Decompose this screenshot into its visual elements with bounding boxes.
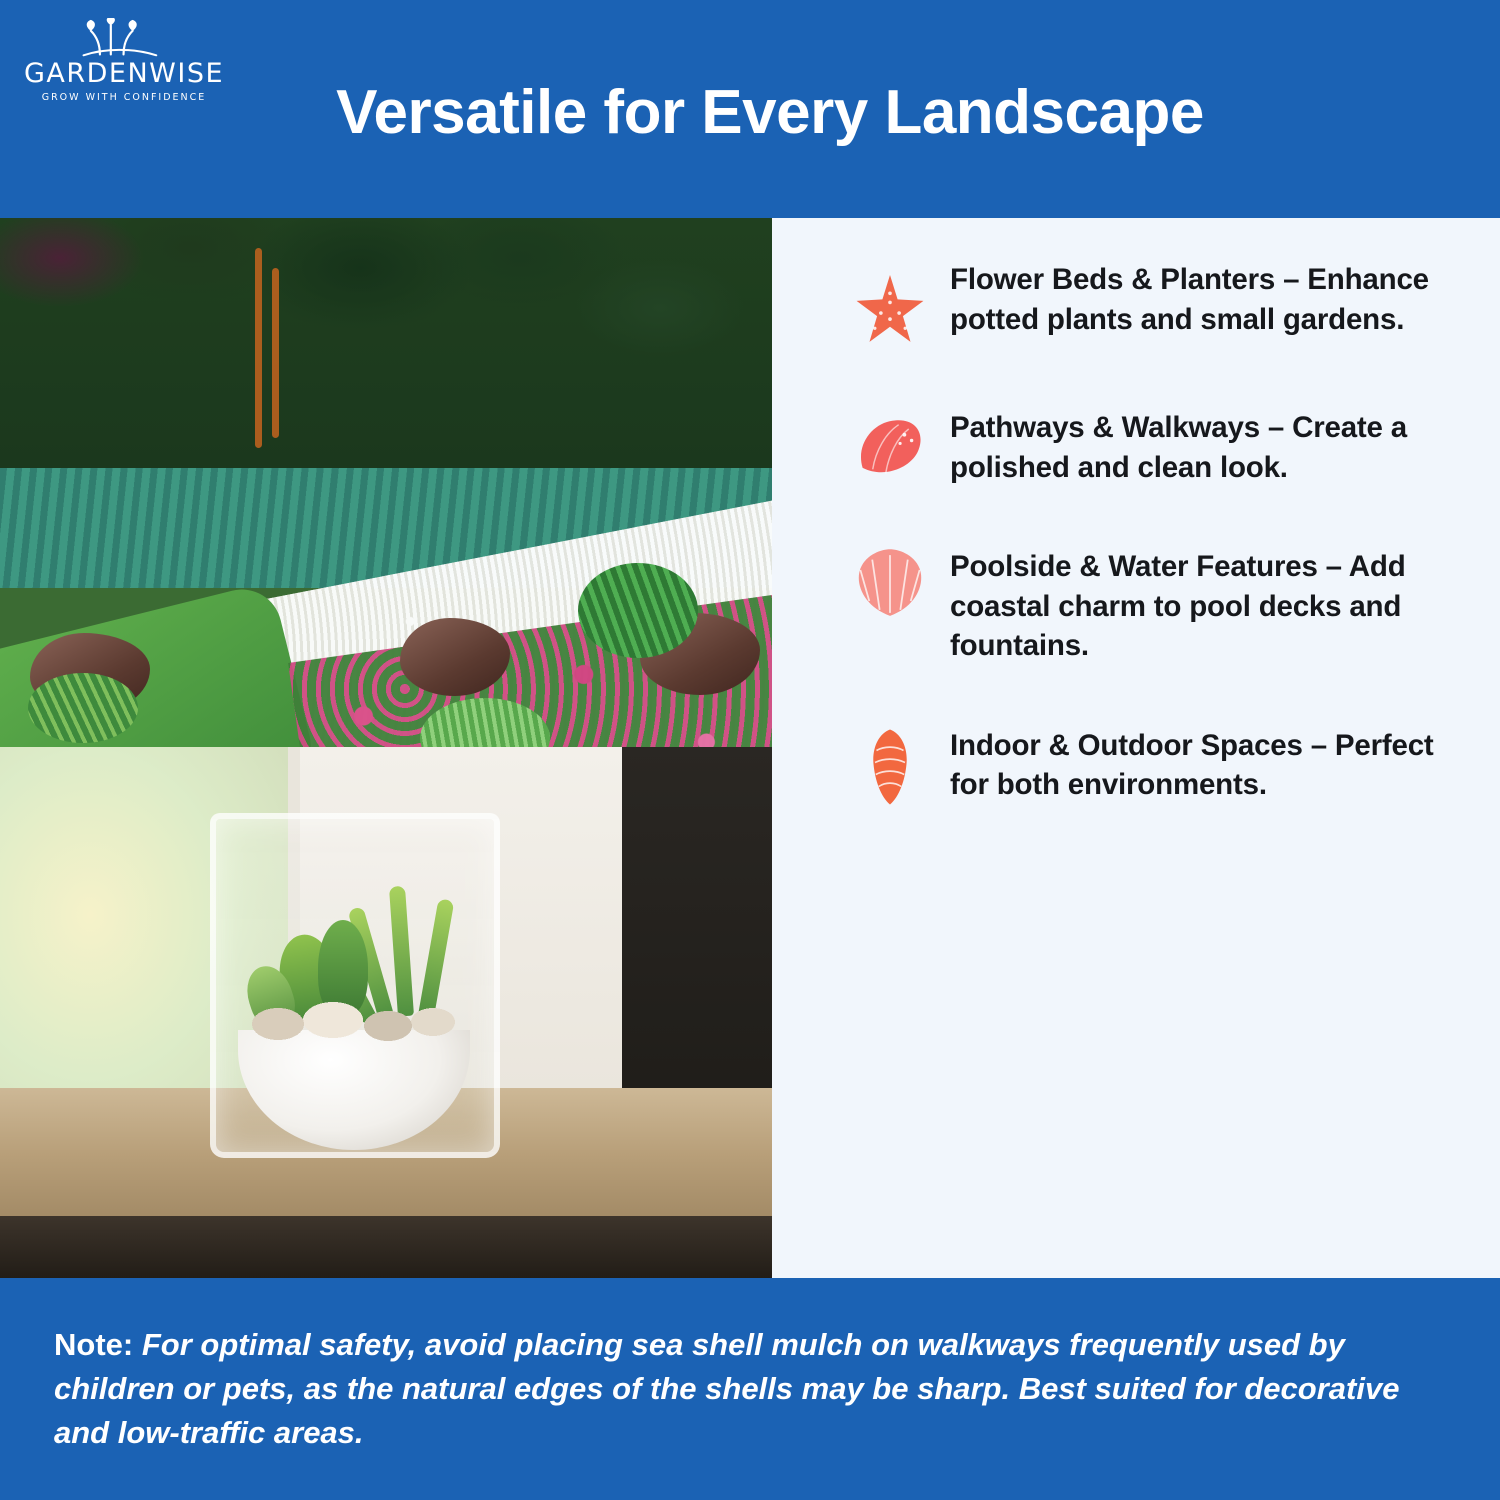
- header-banner: [0, 0, 1500, 218]
- garden-gravel-path-photo: [0, 218, 772, 747]
- garden-illustration: [0, 218, 772, 747]
- windowsill-illustration: [0, 747, 772, 1278]
- brand-name: GARDENWISE: [23, 58, 225, 89]
- feature-item: [830, 406, 1456, 487]
- photo-column: [0, 218, 772, 1278]
- note-label: Note:: [54, 1326, 134, 1362]
- feature-item: [830, 545, 1456, 666]
- feature-text: Pathways & Walkways – Create a polished and clean look.: [950, 411, 1407, 484]
- sprout-leaves-icon: [69, 18, 178, 58]
- feature-item: [830, 258, 1456, 348]
- feature-list: [772, 218, 1500, 1278]
- note-banner: [0, 1278, 1500, 1500]
- conch-shell-icon: [830, 724, 950, 806]
- note-body: For optimal safety, avoid placing sea shell mulch on walkways frequently used by children or pets, as the natural edges of the shells may be sharp. Best suited for decorative and low-traffic areas.: [54, 1326, 1400, 1450]
- starfish-icon: [830, 268, 950, 348]
- feature-text: Poolside & Water Features – Add coastal charm to pool decks and fountains.: [950, 550, 1406, 663]
- page-title: Versatile for Every Landscape: [336, 77, 1204, 147]
- scallop-shell-icon: [830, 545, 950, 619]
- feature-text: Flower Beds & Planters – Enhance potted plants and small gardens.: [950, 263, 1429, 336]
- feature-text: Indoor & Outdoor Spaces – Perfect for both environments.: [950, 728, 1434, 802]
- brand-tagline: GROW WITH CONFIDENCE: [41, 92, 207, 103]
- note-text: [54, 1323, 1446, 1455]
- succulent-terrarium-photo: [0, 747, 772, 1278]
- content-row: [0, 218, 1500, 1278]
- feature-item: [830, 724, 1456, 806]
- brand-logo: [16, 18, 232, 103]
- clam-shell-icon: [830, 412, 950, 478]
